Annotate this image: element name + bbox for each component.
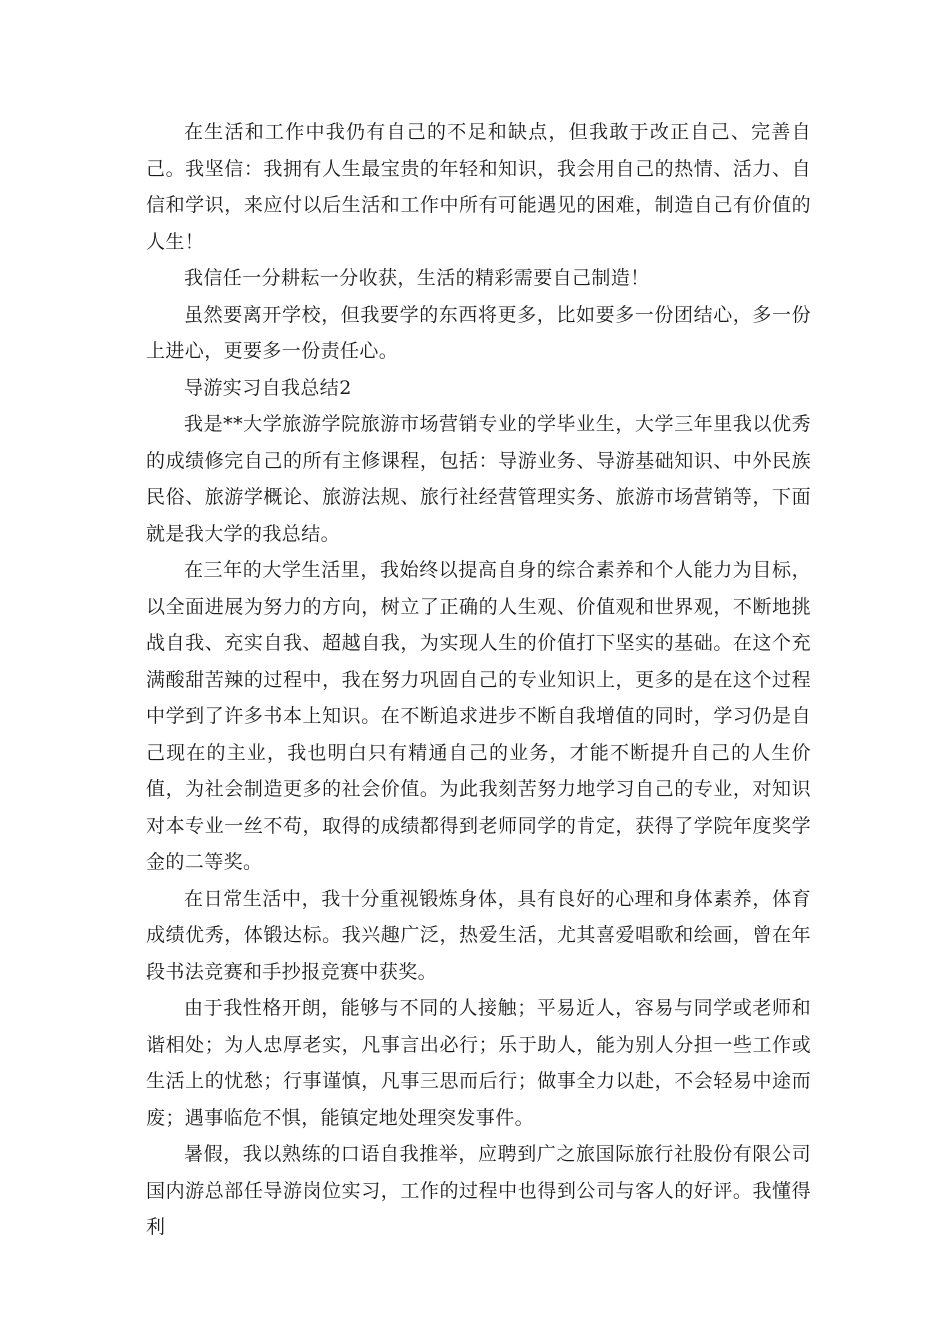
paragraph: 在三年的大学生活里，我始终以提高自身的综合素养和个人能力为目标，以全面进展为努力的方向，树立了正确的人生观、价值观和世界观，不断地挑战自我、充实自我、超越自我，为实现人生的价值打下坚实的基础。在这个充满酸甜苦辣的过程中，我在努力巩固自己的专业知识上，更多的是在这个过程中学到了许多书本上知识。在不断追求进步不断自我增值的同时，学习仍是自己现在的主业，我也明白只有精通自己的业务，才能不断提升自己的人生价值，为社会制造更多的社会价值。为此我刻苦努力地学习自己的专业，对知识对本专业一丝不苟，取得的成绩都得到老师同学的肯定，获得了学院年度奖学金的二等奖。	[146, 559, 811, 873]
paragraph: 在生活和工作中我仍有自己的不足和缺点，但我敢于改正自己、完善自己。我坚信：我拥有人生最宝贵的年轻和知识，我会用自己的热情、活力、自信和学识，来应付以后生活和工作中所有可能遇见的困难，制造自己有价值的人生！	[146, 121, 811, 253]
paragraph: 由于我性格开朗，能够与不同的人接触；平易近人，容易与同学或老师和谐相处；为人忠厚老实，凡事言出必行；乐于助人，能为别人分担一些工作或生活上的忧愁；行事谨慎，凡事三思而后行；做事全力以赴，不会轻易中途而废；遇事临危不惧，能镇定地处理突发事件。	[146, 997, 811, 1129]
paragraph: 在日常生活中，我十分重视锻炼身体，具有良好的心理和身体素养，体育成绩优秀，体锻达标。我兴趣广泛，热爱生活，尤其喜爱唱歌和绘画，曾在年段书法竞赛和手抄报竞赛中获奖。	[146, 887, 811, 983]
section-heading: 导游实习自我总结2	[184, 376, 352, 399]
paragraph: 暑假，我以熟练的口语自我推举，应聘到广之旅国际旅行社股份有限公司国内游总部任导游岗位实习，工作的过程中也得到公司与客人的好评。我懂得利	[146, 1143, 811, 1238]
paragraph: 虽然要离开学校，但我要学的东西将更多，比如要多一份团结心，多一份上进心，更要多一份责任心。	[146, 303, 811, 362]
paragraph: 我是**大学旅游学院旅游市场营销专业的学毕业生，大学三年里我以优秀的成绩修完自己的所有主修课程，包括：导游业务、导游基础知识、中外民族民俗、旅游学概论、旅游法规、旅行社经营管理实务、旅游市场营销等，下面就是我大学的我总结。	[146, 413, 811, 545]
document-body	[146, 114, 811, 1246]
paragraph: 我信任一分耕耘一分收获，生活的精彩需要自己制造！	[184, 267, 650, 289]
